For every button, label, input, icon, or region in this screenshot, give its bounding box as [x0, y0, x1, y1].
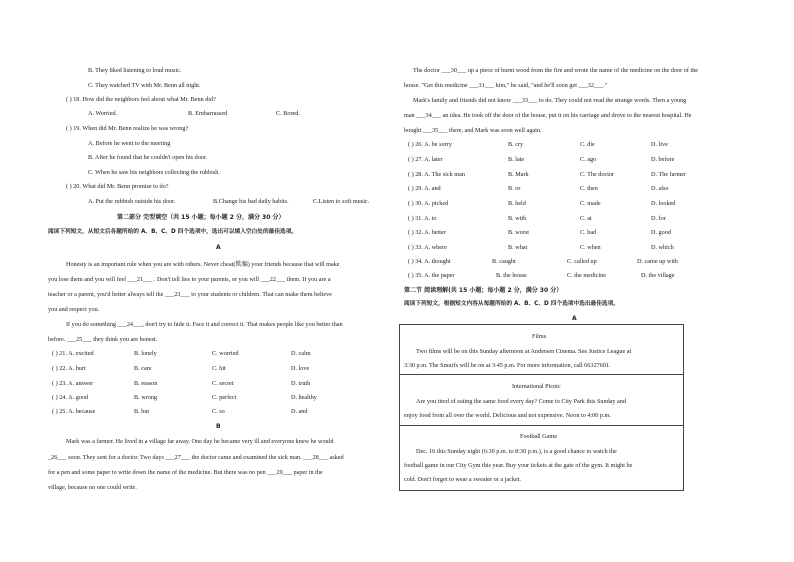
q34-stem: ( ) 34. A. thought — [408, 258, 451, 265]
q33-option-d: D. which — [651, 244, 674, 251]
q25-option-d: D. and — [291, 408, 308, 415]
football-line: football game in our City Gym this year. Buy your tickets at the gate of the gym. It might be — [404, 462, 633, 469]
q19-option-b: B. After he found that he couldn't open his door. — [88, 154, 208, 161]
q20-stem: ( ) 20. What did Mr. Benn promise to do? — [66, 183, 169, 190]
q31-option-b: B. with — [508, 215, 527, 222]
q31-option-d: D. for — [651, 215, 666, 222]
q26-option-b: B. cry — [508, 141, 524, 148]
q22-option-b: B. care — [134, 365, 152, 372]
q27-stem: ( ) 27. A. later — [408, 156, 443, 163]
q24-stem: ( ) 24. A. good — [52, 394, 89, 401]
q22-option-c: C. hit — [212, 365, 226, 372]
passage-b-cont-line: Mark's family and friends did not know ___33___ to do. They could not read the strange words. Then a young — [413, 97, 687, 104]
q35-stem: ( ) 35. A. the paper — [408, 272, 455, 279]
q30-stem: ( ) 30. A. picked — [408, 200, 449, 207]
q35-option-d: D. the village — [641, 272, 675, 279]
q34-option-b: B. caught — [492, 258, 516, 265]
divider — [399, 425, 683, 426]
passage-b-cont-line: The doctor ___30___ up a piece of burnt wood from the fire and wrote the name of the medicine on the door of the — [413, 67, 699, 74]
section2-instructions: 阅读下列短文，从短文后各题所给的 A、B、C、D 四个选项中，选出可以填入空白处的最佳选项。 — [48, 229, 298, 235]
q26-stem: ( ) 26. A. be sorry — [408, 141, 452, 148]
q21-stem: ( ) 21. A. excited — [52, 350, 94, 357]
q28-option-b: B. Mark — [508, 171, 529, 178]
q25-option-b: B. but — [134, 408, 150, 415]
football-line: cold. Don't forget to wear a sweater or a jacket. — [404, 476, 521, 483]
passage-a-line: before. ___25___ they think you are honest. — [48, 336, 158, 343]
reading-a-label: A — [572, 315, 577, 322]
passage-b-line: _26___ soon. They sent for a doctor. Two days ___27___ the doctor came and examined the sick man. ___28___ asked — [48, 454, 344, 461]
q18-stem: ( ) 18. How did the neighbors feel about what Mr. Benn did? — [66, 96, 216, 103]
q28-option-d: D. The farmer — [651, 171, 687, 178]
q19-stem: ( ) 19. When did Mr. Benn realize he was wrong? — [66, 125, 189, 132]
q27-option-b: B. late — [508, 156, 525, 163]
section3-instructions: 阅读下列短文，根据短文内容从每题所给的 A、B、C、D 四个选项中选出最佳选项。 — [404, 301, 619, 307]
passage-b-line: for a pen and some paper to write down the name of the medicine. But there was no pen ___29___ paper in the — [48, 469, 323, 476]
q17-option-b: B. They liked listening to loud music. — [88, 67, 182, 74]
q23-option-d: D. truth — [291, 380, 311, 387]
q20-option-c: C.Listen to soft music. — [313, 198, 370, 205]
picnic-line: Are you tired of eating the same food every day? Come to City Park this Sunday and — [416, 398, 626, 405]
q25-option-c: C. so — [212, 408, 225, 415]
q30-option-c: C. made — [580, 200, 601, 207]
q29-option-d: D. also — [651, 185, 669, 192]
q18-option-c: C. Bored. — [276, 110, 300, 117]
q19-option-a: A. Before he went to the meeting — [88, 140, 171, 147]
section2-title: 第二部分 完型填空（共 15 小题；每小题 2 分，满分 30 分） — [117, 214, 285, 221]
q32-stem: ( ) 32. A. better — [408, 229, 446, 236]
q27-option-d: D. before — [651, 156, 675, 163]
q26-option-c: C. die — [580, 141, 595, 148]
picnic-line: enjoy food from all over the world. Delicious and not expensive. Noon to 4:00 p.m. — [404, 412, 611, 419]
q29-stem: ( ) 29. A. and — [408, 185, 441, 192]
q32-option-c: C. bad — [580, 229, 597, 236]
films-line: Two films will be on this Sunday afternoon at Andersen Cinema. See Justice League at — [416, 348, 632, 355]
q28-option-c: C. The doctor — [580, 171, 615, 178]
passage-a-line: you lose them and you will feel ___21___ . Don't tell lies to your parents, or you will ___22___ them. If you are a — [48, 276, 331, 283]
q24-option-b: B. wrong — [134, 394, 158, 401]
q18-option-a: A. Worried. — [88, 110, 118, 117]
passage-a-line: teacher or a parent, you'd better always tell the ___23___ to your students or children. That can make them believe — [48, 291, 332, 298]
q33-stem: ( ) 33. A. where — [408, 244, 447, 251]
q21-option-b: B. lonely — [134, 350, 157, 357]
football-title: Football Game — [520, 433, 557, 440]
passage-a-label: A — [216, 244, 221, 251]
passage-a-line: Honesty is an important rule when you are with others. Never cheat(欺骗) your friends because that will make — [66, 261, 340, 268]
q17-option-c: C. They watched TV with Mr. Benn all night. — [88, 82, 201, 89]
q24-option-d: D. healthy — [291, 394, 317, 401]
q31-option-c: C. at — [580, 215, 592, 222]
q32-option-d: D. good — [651, 229, 671, 236]
films-line: 3:30 p.m. The Smurfs will be on at 3:45 p.m. For more information, call 66327601. — [404, 362, 611, 369]
passage-b-cont-line: house. "Get this medicine ___31___ him," he said, "and he'll soon get ___32___." — [404, 82, 608, 89]
q23-option-b: B. reason — [134, 380, 158, 387]
q24-option-c: C. perfect — [212, 394, 237, 401]
q31-stem: ( ) 31. A. to — [408, 215, 437, 222]
passage-b-cont-line: man ___34___ an idea. He took off the door of the house, put it on his carriage and drove to the nearest hospital. He — [404, 112, 692, 119]
q23-option-c: C. secret — [212, 380, 234, 387]
q26-option-d: D. live — [651, 141, 668, 148]
q34-option-c: C. called up — [567, 258, 597, 265]
q20-option-b: B.Change his bad daily habits. — [213, 198, 289, 205]
passage-b-line: village, because no one could write. — [48, 484, 137, 491]
q27-option-c: C. ago — [580, 156, 597, 163]
divider — [399, 374, 683, 375]
passage-b-cont-line: bought ___35___ there, and Mark was soon well again. — [404, 127, 542, 134]
q33-option-b: B. what — [508, 244, 528, 251]
q34-option-d: D. came up with — [637, 258, 678, 265]
q22-stem: ( ) 22. A. hurt — [52, 365, 86, 372]
q22-option-d: D. love — [291, 365, 310, 372]
q35-option-b: B. the house — [496, 272, 527, 279]
q19-option-c: C. When he saw his neighbors collecting the rubbish. — [88, 169, 220, 176]
q28-stem: ( ) 28. A. The sick man — [408, 171, 465, 178]
q33-option-c: C. when — [580, 244, 601, 251]
q25-stem: ( ) 25. A. because — [52, 408, 96, 415]
q29-option-c: C. then — [580, 185, 598, 192]
picnic-title: International Picnic — [512, 383, 561, 390]
passage-a-line: you and respect you. — [48, 306, 100, 313]
films-title: Films — [532, 333, 547, 340]
passage-b-label: B — [216, 423, 221, 430]
q30-option-d: D. looked — [651, 200, 676, 207]
football-line: Dec. 16 this Sunday night (6:30 p.m. to 8:30 p.m.), is a good chance to watch the — [416, 448, 617, 455]
section3-title: 第二节 阅读理解(共 15 小题；每小题 2 分，满分 30 分） — [404, 287, 563, 294]
q29-option-b: B. or — [508, 185, 521, 192]
q18-option-b: B. Embarrassed — [188, 110, 228, 117]
q23-stem: ( ) 23. A. answer — [52, 380, 94, 387]
q35-option-c: C. the medicine — [567, 272, 607, 279]
q21-option-c: C. worried — [212, 350, 239, 357]
q30-option-b: B. held — [508, 200, 526, 207]
q32-option-b: B. worst — [508, 229, 529, 236]
q21-option-d: D. calm — [291, 350, 311, 357]
q20-option-a: A. Put the rubbish outside his door. — [88, 198, 176, 205]
passage-b-line: Mark was a farmer. He lived in a village far away. One day he became very ill and everyone knew he would — [66, 438, 334, 445]
passage-a-line: If you do something ___24___, don't try to hide it. Face it and correct it. That makes people like you better than — [66, 321, 343, 328]
